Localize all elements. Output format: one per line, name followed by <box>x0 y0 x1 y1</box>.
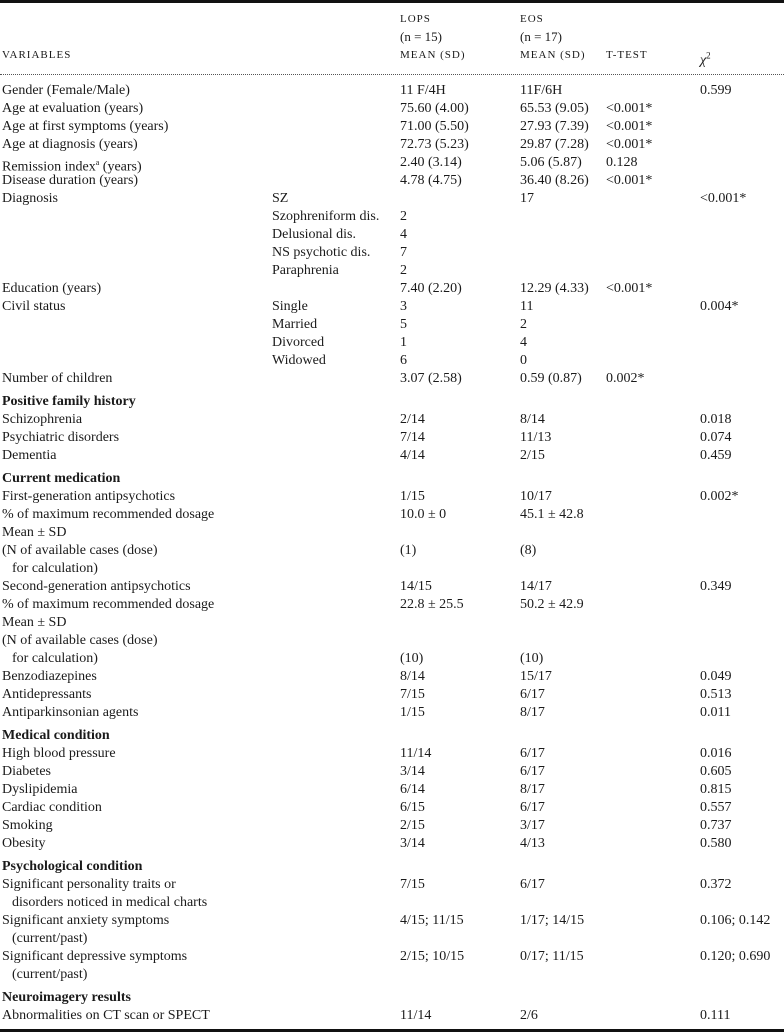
variable-cell: Mean ± SD <box>2 615 67 630</box>
table-row <box>0 745 784 763</box>
eos-value-cell: 5.06 (5.87) <box>520 155 582 170</box>
section-header-row <box>0 853 784 876</box>
lops-value-cell: 8/14 <box>400 669 425 684</box>
table-body <box>0 82 784 1025</box>
chi-letter: χ <box>700 52 707 68</box>
table-row <box>0 781 784 799</box>
section-header-row <box>0 465 784 488</box>
eos-value-cell: 27.93 (7.39) <box>520 119 589 134</box>
table-row <box>0 704 784 722</box>
table-row <box>0 154 784 175</box>
variable-cell: Abnormalities on CT scan or SPECT <box>2 1008 210 1023</box>
lops-value-cell: 4.78 (4.75) <box>400 173 462 188</box>
eos-value-cell: 29.87 (7.28) <box>520 137 589 152</box>
variable-cell: % of maximum recommended dosage <box>2 507 215 522</box>
table-row <box>0 835 784 853</box>
table-row <box>0 876 784 894</box>
eos-value-cell: 6/17 <box>520 877 545 892</box>
table-row <box>0 912 784 930</box>
ttest-value-cell: <0.001* <box>606 281 653 296</box>
table-row <box>0 226 784 244</box>
lops-value-cell: 1 <box>400 335 407 350</box>
lops-value-cell: 4 <box>400 227 407 242</box>
lops-value-cell: 1/15 <box>400 489 425 504</box>
eos-value-cell: 8/14 <box>520 412 545 427</box>
header-eos <box>520 10 586 64</box>
eos-value-cell: 2/15 <box>520 448 545 463</box>
ttest-value-cell: <0.001* <box>606 101 653 116</box>
variable-cell: (current/past) <box>12 967 88 982</box>
variable-cell: Antidepressants <box>2 687 92 702</box>
variable-cell: Dementia <box>2 448 57 463</box>
eos-value-cell: 45.1 ± 42.8 <box>520 507 584 522</box>
eos-value-cell: 4 <box>520 335 527 350</box>
variable-cell: disorders noticed in medical charts <box>12 895 208 910</box>
table-row <box>0 763 784 781</box>
table-row <box>0 208 784 226</box>
table-row <box>0 578 784 596</box>
table-bottom-rule <box>0 1029 784 1032</box>
table-row <box>0 447 784 465</box>
table-row <box>0 190 784 208</box>
table-row <box>0 262 784 280</box>
chi-square-value-cell: 0.106; 0.142 <box>700 913 771 928</box>
chi-square-value-cell: 0.737 <box>700 818 732 833</box>
lops-value-cell: 7/15 <box>400 687 425 702</box>
table-row <box>0 429 784 447</box>
chi-square-value-cell: 0.605 <box>700 764 732 779</box>
eos-value-cell: 2/6 <box>520 1008 538 1023</box>
chi-square-value-cell: <0.001* <box>700 191 747 206</box>
eos-value-cell: 3/17 <box>520 818 545 833</box>
variable-cell: (N of available cases (dose) <box>2 543 158 558</box>
table-row <box>0 316 784 334</box>
chi-symbol <box>700 50 711 68</box>
lops-value-cell: 71.00 (5.50) <box>400 119 469 134</box>
eos-value-cell: 6/17 <box>520 764 545 779</box>
variable-cell: Schizophrenia <box>2 412 83 427</box>
table-row <box>0 82 784 100</box>
variable-cell: % of maximum recommended dosage <box>2 597 215 612</box>
eos-value-cell: 6/17 <box>520 687 545 702</box>
chi-square-value-cell: 0.815 <box>700 782 732 797</box>
section-title: Medical condition <box>2 728 110 743</box>
variable-cell: Mean ± SD <box>2 525 67 540</box>
table-row <box>0 172 784 190</box>
lops-value-cell: 2 <box>400 209 407 224</box>
eos-value-cell: 6/17 <box>520 800 545 815</box>
lops-value-cell: (10) <box>400 651 424 666</box>
table-row <box>0 542 784 560</box>
chi-square-value-cell: 0.074 <box>700 430 732 445</box>
table-row <box>0 488 784 506</box>
table-row <box>0 244 784 262</box>
chi-square-value-cell: 0.599 <box>700 83 732 98</box>
chi-square-value-cell: 0.580 <box>700 836 732 851</box>
eos-value-cell: 4/13 <box>520 836 545 851</box>
lops-value-cell: 4/14 <box>400 448 425 463</box>
subcategory-cell: Szophreniform dis. <box>272 209 380 224</box>
variable-unit: (years) <box>99 159 142 175</box>
lops-value-cell: 7/15 <box>400 877 425 892</box>
variable-cell: Gender (Female/Male) <box>2 83 130 98</box>
lops-value-cell: 2.40 (3.14) <box>400 155 462 170</box>
variable-cell: Significant anxiety symptoms <box>2 913 170 928</box>
chi-square-value-cell: 0.557 <box>700 800 732 815</box>
subcategory-cell: NS psychotic dis. <box>272 245 371 260</box>
lops-value-cell: 3/14 <box>400 764 425 779</box>
variable-cell: Disease duration (years) <box>2 173 139 188</box>
lops-value-cell: 22.8 ± 25.5 <box>400 597 464 612</box>
header-divider <box>0 74 784 75</box>
chi-square-value-cell: 0.011 <box>700 705 731 720</box>
lops-value-cell: 4/15; 11/15 <box>400 913 464 928</box>
subcategory-cell: Delusional dis. <box>272 227 356 242</box>
ttest-value-cell: 0.128 <box>606 155 638 170</box>
table-row <box>0 560 784 578</box>
variable-cell: Diabetes <box>2 764 51 779</box>
variable-cell: First-generation antipsychotics <box>2 489 176 504</box>
subcategory-cell: Widowed <box>272 353 326 368</box>
table-row <box>0 136 784 154</box>
eos-value-cell: 15/17 <box>520 669 552 684</box>
lops-value-cell: 6 <box>400 353 407 368</box>
section-title: Positive family history <box>2 394 136 409</box>
eos-value-cell: 11 <box>520 299 534 314</box>
eos-value-cell: 1/17; 14/15 <box>520 913 585 928</box>
header-eos-n: (n = 17) <box>520 29 562 44</box>
eos-value-cell: 8/17 <box>520 782 545 797</box>
chi-superscript: 2 <box>706 50 711 60</box>
table-row <box>0 596 784 614</box>
variable-cell: Civil status <box>2 299 66 314</box>
variable-cell: Cardiac condition <box>2 800 102 815</box>
table-row <box>0 650 784 668</box>
lops-value-cell: 6/14 <box>400 782 425 797</box>
header-lops <box>400 10 466 64</box>
chi-square-value-cell: 0.459 <box>700 448 732 463</box>
lops-value-cell: 72.73 (5.23) <box>400 137 469 152</box>
variable-cell: Diagnosis <box>2 191 58 206</box>
section-title: Current medication <box>2 471 121 486</box>
eos-value-cell: (10) <box>520 651 544 666</box>
table-row <box>0 118 784 136</box>
subcategory-cell: SZ <box>272 191 289 206</box>
subcategory-cell: Single <box>272 299 308 314</box>
variable-cell: (current/past) <box>12 931 88 946</box>
subcategory-cell: Paraphrenia <box>272 263 339 278</box>
lops-value-cell: 2 <box>400 263 407 278</box>
eos-value-cell: 10/17 <box>520 489 552 504</box>
lops-value-cell: 7.40 (2.20) <box>400 281 462 296</box>
variable-cell: Age at evaluation (years) <box>2 101 144 116</box>
table-row <box>0 370 784 388</box>
lops-value-cell: 1/15 <box>400 705 425 720</box>
table-row <box>0 948 784 966</box>
header-lops-stat: MEAN (SD) <box>400 49 466 61</box>
lops-value-cell: 2/15 <box>400 818 425 833</box>
eos-value-cell: 12.29 (4.33) <box>520 281 589 296</box>
table-row <box>0 352 784 370</box>
eos-value-cell: 6/17 <box>520 746 545 761</box>
table-row <box>0 1007 784 1025</box>
lops-value-cell: 7 <box>400 245 407 260</box>
section-title: Neuroimagery results <box>2 990 131 1005</box>
table-row <box>0 966 784 984</box>
table-row <box>0 411 784 429</box>
chi-square-value-cell: 0.513 <box>700 687 732 702</box>
table-row <box>0 894 784 912</box>
chi-square-value-cell: 0.018 <box>700 412 732 427</box>
header-ttest: T-TEST <box>606 49 648 61</box>
variable-cell: Number of children <box>2 371 113 386</box>
header-eos-stat: MEAN (SD) <box>520 49 586 61</box>
eos-value-cell: 36.40 (8.26) <box>520 173 589 188</box>
table-row <box>0 632 784 650</box>
lops-value-cell: 14/15 <box>400 579 432 594</box>
subcategory-cell: Divorced <box>272 335 325 350</box>
table-row <box>0 298 784 316</box>
chi-square-value-cell: 0.004* <box>700 299 739 314</box>
eos-value-cell: 50.2 ± 42.9 <box>520 597 584 612</box>
variable-cell: Psychiatric disorders <box>2 430 120 445</box>
eos-value-cell: 11F/6H <box>520 83 563 98</box>
eos-value-cell: 65.53 (9.05) <box>520 101 589 116</box>
lops-value-cell: (1) <box>400 543 417 558</box>
variable-cell: Age at diagnosis (years) <box>2 137 138 152</box>
variable-cell: Benzodiazepines <box>2 669 97 684</box>
variable-cell: for calculation) <box>12 561 98 576</box>
chi-square-value-cell: 0.372 <box>700 877 732 892</box>
section-header-row <box>0 388 784 411</box>
variable-cell: Obesity <box>2 836 46 851</box>
section-title: Psychological condition <box>2 859 143 874</box>
header-variables: VARIABLES <box>2 49 72 61</box>
variable-cell: Education (years) <box>2 281 102 296</box>
variable-cell: Significant depressive symptoms <box>2 949 188 964</box>
variable-cell: Dyslipidemia <box>2 782 78 797</box>
table-row <box>0 506 784 524</box>
table-row <box>0 334 784 352</box>
footnote-marker: a <box>95 158 100 167</box>
eos-value-cell: 2 <box>520 317 527 332</box>
variable-cell: Age at first symptoms (years) <box>2 119 169 134</box>
table-top-rule <box>0 0 784 3</box>
lops-value-cell: 75.60 (4.00) <box>400 101 469 116</box>
variable-text: Remission index <box>2 159 96 175</box>
table-row <box>0 799 784 817</box>
table-row <box>0 686 784 704</box>
table-row <box>0 614 784 632</box>
variable-cell: (N of available cases (dose) <box>2 633 158 648</box>
variable-cell: High blood pressure <box>2 746 116 761</box>
table-row <box>0 817 784 835</box>
header-lops-n: (n = 15) <box>400 29 442 44</box>
section-header-row <box>0 984 784 1007</box>
lops-value-cell: 3 <box>400 299 407 314</box>
variable-cell: Second-generation antipsychotics <box>2 579 191 594</box>
table-row <box>0 930 784 948</box>
eos-value-cell: 17 <box>520 191 534 206</box>
chi-square-value-cell: 0.120; 0.690 <box>700 949 771 964</box>
subcategory-cell: Married <box>272 317 318 332</box>
lops-value-cell: 11/14 <box>400 1008 432 1023</box>
chi-square-value-cell: 0.049 <box>700 669 732 684</box>
chi-square-value-cell: 0.016 <box>700 746 732 761</box>
ttest-value-cell: <0.001* <box>606 119 653 134</box>
lops-value-cell: 2/15; 10/15 <box>400 949 465 964</box>
variable-cell: Significant personality traits or <box>2 877 176 892</box>
header-chi-square <box>700 46 711 70</box>
table-row <box>0 100 784 118</box>
ttest-value-cell: <0.001* <box>606 137 653 152</box>
lops-value-cell: 5 <box>400 317 407 332</box>
ttest-value-cell: <0.001* <box>606 173 653 188</box>
lops-value-cell: 2/14 <box>400 412 425 427</box>
chi-square-value-cell: 0.349 <box>700 579 732 594</box>
lops-value-cell: 3.07 (2.58) <box>400 371 462 386</box>
header-lops-name: LOPS <box>400 13 431 25</box>
header-eos-name: EOS <box>520 13 544 25</box>
lops-value-cell: 11/14 <box>400 746 432 761</box>
eos-value-cell: 0 <box>520 353 527 368</box>
lops-value-cell: 7/14 <box>400 430 425 445</box>
eos-value-cell: 0/17; 11/15 <box>520 949 584 964</box>
variable-cell: Smoking <box>2 818 53 833</box>
eos-value-cell: 14/17 <box>520 579 552 594</box>
lops-value-cell: 6/15 <box>400 800 425 815</box>
chi-square-value-cell: 0.111 <box>700 1008 731 1023</box>
table-row <box>0 524 784 542</box>
table-row <box>0 668 784 686</box>
lops-value-cell: 3/14 <box>400 836 425 851</box>
lops-value-cell: 11 F/4H <box>400 83 446 98</box>
eos-value-cell: 0.59 (0.87) <box>520 371 582 386</box>
variable-cell: Antiparkinsonian agents <box>2 705 139 720</box>
chi-square-value-cell: 0.002* <box>700 489 739 504</box>
lops-value-cell: 10.0 ± 0 <box>400 507 447 522</box>
ttest-value-cell: 0.002* <box>606 371 645 386</box>
table-row <box>0 280 784 298</box>
variable-cell: for calculation) <box>12 651 98 666</box>
section-header-row <box>0 722 784 745</box>
eos-value-cell: (8) <box>520 543 537 558</box>
eos-value-cell: 8/17 <box>520 705 545 720</box>
eos-value-cell: 11/13 <box>520 430 552 445</box>
